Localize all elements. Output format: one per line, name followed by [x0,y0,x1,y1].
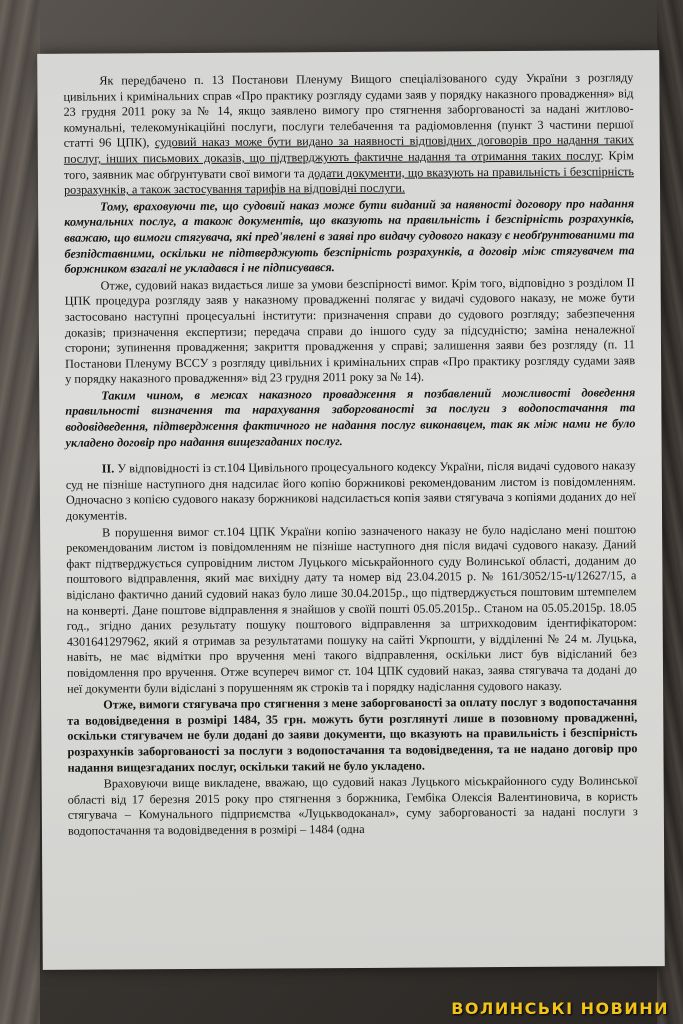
table-surface-left [0,0,40,1024]
document-page [37,50,665,970]
paragraph-6: В порушення вимог ст.104 ЦПК України копію зазначеного наказу не було надіслано мені поштою рекомендованим листом із повідомленням не пізніше наступного дня після видачі судового наказу. Даний факт підтверджується супровідним листом Луцького міськрайонного суду Волинської області, доданим до поштового відправлення, який має вихідну дату та номер від 23.04.2015 р. № 161/3052/15-ц/12627/15, а відіслано фактично даний судовий наказ було лише 30.04.2015р., що підтверджується поштовим штемпелем на конверті. Дане поштове відправлення я знайшов у своїй пошті 05.05.2015р.. Станом на 05.05.2015р. 18.05 год., згідно даних результату пошуку поштового відправлення за штрихкодовим ідентифікатором: 4301641297962, який я отримав за результатами пошуку на сайті Укрпошти, у відділенні № 24 м. Луцька, навіть, не має відмітки про вручення мені такого відправлення, оскільки лист був відісланий без повідомлення про вручення. Отже всупереч вимог ст. 104 ЦПК судовий наказ, заява стягувача та додані до неї документи були відіслані з порушенням як строків та і порядку надіслання судового наказу. [66,521,638,696]
paragraph-1: Як передбачено п. 13 Постанови Пленуму Вищого спеціалізованого суду України з розгляду цивільних і кримінальних справ «Про практику розгляду судами заяв у порядку наказного провадження» від 23 грудня 2011 року за № 14, якщо заявлено вимогу про стягнення заборгованості за надані житлово-комунальні, телекомунікаційні послуги, послуги телебачення та радіомовлення (пункт 3 частини першої статті 96 ЦПК), судовий наказ може бути видано за наявності відповідних договорів про надання таких послуг, інших письмових доказів, що підтверджують фактичне надання та отримання таких послуг. Крім того, заявник має обґрунтувати свої вимоги та додати документи, що вказують на правильність і безспірність розрахунків, а також застосування тарифів на відповідні послуги. [63,70,634,197]
section-number: ІІ. [101,461,118,476]
paragraph-4: Таким чином, в межах наказного провадження я позбавлений можливості доведення правильності визначення та нарахування заборгованості за послуги з водопостачання та водовідведення, підтвердження фактичного не надання послуг виконавцем, так як між нами не було укладено договір про надання вищезгаданих послуг. [65,385,636,450]
underlined-passage-2: додати документи, що вказують на правильність і безспірність розрахунків, а також застосування тарифів на відповідні послуги. [63,163,634,197]
news-watermark-logo: ВОЛИНСЬКІ НОВИНИ [451,999,669,1018]
paragraph-8: Враховуючи вище викладене, вважаю, що судовий наказ Луцького міськрайонного суду Волинської області від 17 березня 2015 року про стягнення з боржника, Гембіка Олексія Валентиновича, в користь стягувача – Комунального підприємства «Луцькводоканал», суму заборгованості за надані послуги з водопостачання та водовідведення в розмірі – 1484 (одна [67,773,638,838]
paragraph-7: Отже, вимоги стягувача про стягнення з мене заборгованості за оплату послуг з водопостачання та водовідведення в розмірі 1484, 35 грн. можуть бути розглянуті лише в позовному провадженні, оскільки стягувачем не були додані до заяви документи, що вказують на правильність і безспірність розрахунків заборгованості за послуги з водопостачання та водовідведення, та не надано договір про надання вищезгаданих послуг, оскільки такий не було укладено. [67,694,638,775]
paragraph-2: Тому, враховуючи те, що судовий наказ може бути виданий за наявності договору про надання комунальних послуг, а також документів, що вказують на правильність і безспірність розрахунків, вважаю, що вимоги стягувача, які пред'явлені в заяві про видачу судового наказу є необґрунтованими та безпідставними, оскільки не підтверджують безспірність розрахунків, а договір між стягувачем та боржником взагалі не укладався і не підписувався. [64,196,635,276]
document-body [63,70,638,840]
underlined-passage-1: судовий наказ може бути видано за наявності відповідних договорів про надання таких послуг, інших письмових доказів, що підтверджують фактичне надання та отримання таких послуг [63,132,634,166]
paragraph-3: Отже, судовий наказ видається лише за умови безспірності вимог. Крім того, відповідно з розділом ІІ ЦПК процедура розгляду заяв у наказному провадженні полягає у видачі судового наказу, не може бути застосовано наступні процесуальні інститути: призначення справи до судового розгляду; забезпечення доказів; призначення експертизи; передача справи до іншого суду за підсудністю; заміна неналежної сторони; зупинення провадження; закриття провадження у справі; залишення заяви без розгляду (п. 11 Постанови Пленуму ВССУ з розгляду цивільних і кримінальних справ «Про практику розгляду судами заяв у порядку наказного провадження» від 23 грудня 2011 року за № 14). [64,274,636,387]
paragraph-5: ІІ. У відповідності із ст.104 Цивільного процесуального кодексу України, після видачі судового наказу суд не пізніше наступного дня надсилає його копію боржникові рекомендованим листом із повідомленням. Одночасно з копією судового наказу боржникові надсилається копія заяви стягувача з копіями доданих до неї документів. [65,458,636,523]
